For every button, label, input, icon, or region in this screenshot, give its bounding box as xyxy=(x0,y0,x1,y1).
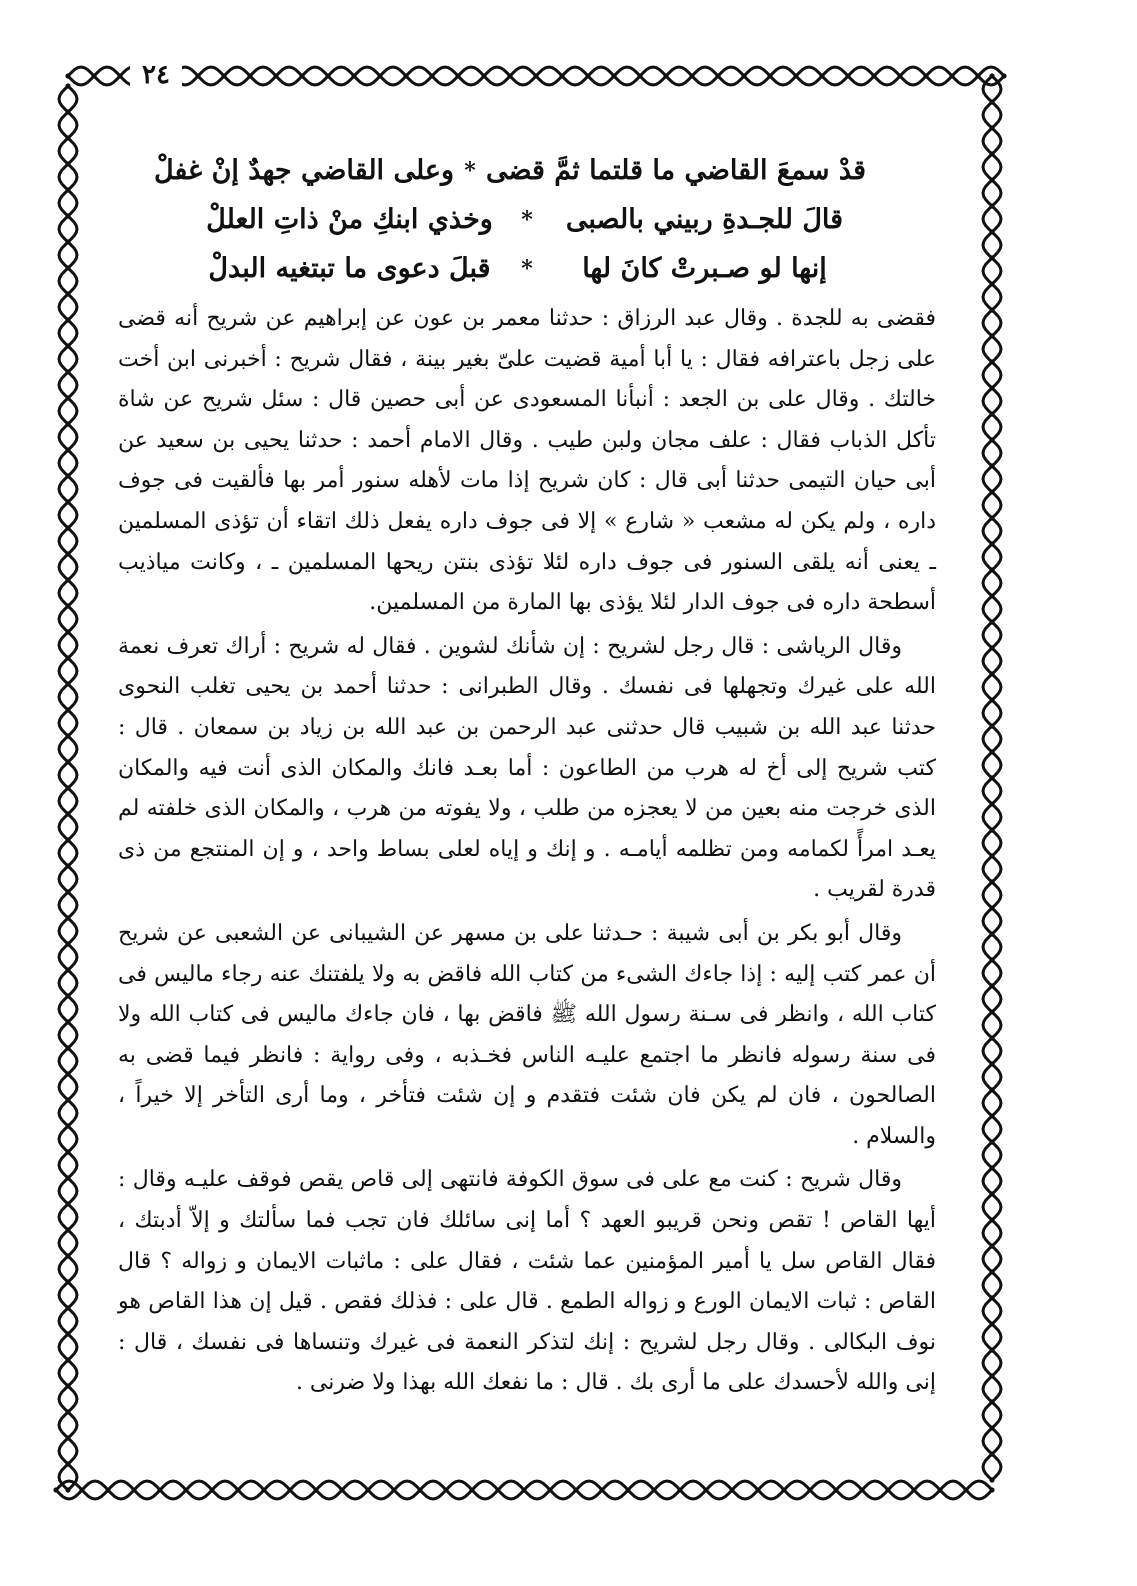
border-knot xyxy=(989,1035,994,1040)
border-knot xyxy=(989,1009,994,1014)
border-knot xyxy=(429,73,434,78)
border-knot xyxy=(65,291,70,296)
border-knot xyxy=(65,473,70,478)
border-knot xyxy=(403,73,408,78)
border-knot xyxy=(65,1487,70,1492)
border-knot xyxy=(65,863,70,868)
border-knot xyxy=(507,73,512,78)
border-knot xyxy=(989,619,994,624)
border-knot xyxy=(65,369,70,374)
border-knot xyxy=(65,577,70,582)
border-knot xyxy=(65,1357,70,1362)
border-knot xyxy=(975,73,980,78)
border-knot xyxy=(703,1487,708,1492)
border-knot xyxy=(221,73,226,78)
border-knot xyxy=(963,1487,968,1492)
border-knot xyxy=(989,385,994,390)
border-knot xyxy=(989,125,994,130)
border-knot xyxy=(989,411,994,416)
body-paragraph: وقال أبو بكر بن أبى شيبة : حـدثنا على بن مسهر عن الشيبانى عن الشعبى عن شريح أن عمر كتب إليه : إذا جاءك الشىء من كتاب الله فاقض به ولا يلفتنك عنه رجاء ماليس فى كتاب الله ، وانظر فى سـنة رسول الله ﷺ فاقض بها ، فان جاءك ماليس فى كتاب الله ولا فى سنة رسوله فانظر ما اجتمع عليـه الناس فخـذبه ، وفى رواية : فانظر فيما قضى به الصالحون ، فان لم يكن فان شئت فتقدم و إن شئت فتأخر ، وما أرى التأخر إلا خيراً ، والسلام . xyxy=(118,920,937,1149)
border-knot xyxy=(105,1487,110,1492)
border-knot xyxy=(781,1487,786,1492)
border-knot xyxy=(209,1487,214,1492)
border-knot xyxy=(65,239,70,244)
border-knot xyxy=(989,1243,994,1248)
border-knot xyxy=(989,775,994,780)
border-knot xyxy=(989,1321,994,1326)
border-knot xyxy=(677,1487,682,1492)
border-knot xyxy=(65,499,70,504)
border-knot xyxy=(989,645,994,650)
border-knot xyxy=(521,1487,526,1492)
border-knot xyxy=(989,567,994,572)
border-knot xyxy=(989,827,994,832)
border-knot xyxy=(481,73,486,78)
border-knot xyxy=(599,1487,604,1492)
border-knot xyxy=(989,905,994,910)
border-knot xyxy=(871,73,876,78)
border-knot xyxy=(261,1487,266,1492)
border-knot xyxy=(637,73,642,78)
border-knot xyxy=(65,1071,70,1076)
border-knot xyxy=(559,73,564,78)
border-knot xyxy=(53,1487,58,1492)
border-knot xyxy=(989,1061,994,1066)
border-knot xyxy=(689,73,694,78)
border-knot xyxy=(65,135,70,140)
border-knot xyxy=(287,1487,292,1492)
border-knot xyxy=(989,73,994,78)
border-knot xyxy=(989,203,994,208)
border-knot xyxy=(65,707,70,712)
border-knot xyxy=(65,629,70,634)
border-knot xyxy=(625,1487,630,1492)
border-knot xyxy=(65,73,70,78)
border-knot xyxy=(989,1217,994,1222)
border-knot xyxy=(793,73,798,78)
border-knot xyxy=(65,1461,70,1466)
border-knot xyxy=(989,697,994,702)
border-knot xyxy=(989,1373,994,1378)
border-knot xyxy=(455,73,460,78)
border-knot xyxy=(65,1201,70,1206)
border-knot xyxy=(989,853,994,858)
poem-verse xyxy=(188,244,866,293)
border-knot xyxy=(65,1019,70,1024)
border-knot xyxy=(989,437,994,442)
border-knot xyxy=(989,1191,994,1196)
border-knot xyxy=(79,1487,84,1492)
border-knot xyxy=(989,99,994,104)
border-knot xyxy=(989,463,994,468)
border-knot xyxy=(65,317,70,322)
border-knot xyxy=(923,73,928,78)
border-knot xyxy=(651,1487,656,1492)
border-knot xyxy=(65,109,70,114)
border-knot xyxy=(989,1399,994,1404)
border-knot xyxy=(989,359,994,364)
border-knot xyxy=(585,73,590,78)
border-knot xyxy=(989,307,994,312)
border-knot xyxy=(65,1123,70,1128)
poem-verse xyxy=(153,146,866,195)
border-knot xyxy=(65,733,70,738)
page-number: ٢٤ xyxy=(130,58,182,92)
verse-second-hemistich: وعلى القاضي جهدٌ إنْ غفلْ xyxy=(153,155,455,186)
border-knot xyxy=(65,343,70,348)
border-knot xyxy=(65,1409,70,1414)
border-knot xyxy=(573,1487,578,1492)
border-knot xyxy=(989,801,994,806)
border-knot xyxy=(391,1487,396,1492)
border-knot xyxy=(989,931,994,936)
page-content xyxy=(118,138,936,1438)
border-knot xyxy=(989,333,994,338)
border-knot xyxy=(273,73,278,78)
verse-second-hemistich: وخذي ابنكِ منْ ذاتِ العللْ xyxy=(206,204,493,235)
border-knot xyxy=(65,681,70,686)
border-knot xyxy=(937,1487,942,1492)
border-knot xyxy=(729,1487,734,1492)
border-knot xyxy=(715,73,720,78)
border-knot xyxy=(1001,73,1006,78)
border-knot xyxy=(65,967,70,972)
border-knot xyxy=(989,1347,994,1352)
border-knot xyxy=(845,73,850,78)
border-knot xyxy=(989,957,994,962)
border-knot xyxy=(989,1487,994,1492)
border-knot xyxy=(741,73,746,78)
verse-separator: * xyxy=(521,255,533,282)
border-knot xyxy=(417,1487,422,1492)
border-knot xyxy=(897,73,902,78)
body-paragraph: وقال الرياشى : قال رجل لشريح : إن شأنك لشوين . فقال له شريح : أراك تعرف نعمة الله على غيرك وتجهلها فى نفسك . وقال الطبرانى : حدثنا أحمد بن يحيى تغلب النحوى حدثنا عبد الله بن شبيب قال حدثنى عبد الرحمن بن عبد الله بن زياد بن سمعان . قال : كتب شريح إلى أخ له هرب من الطاعون : أما بعـد فانك والمكان الذى أنت فيه والمكان الذى خرجت منه بعين من لا يعجزه من طلب ، ولا يفوته من هرب ، والمكان الذى خلفته لم يعـد امرأً لكمامه ومن تظلمه أيامـه . و إنك و إياه لعلى بساط واحد ، و إن المنتجع من ذى قدرة لقريب . xyxy=(118,633,936,903)
border-knot xyxy=(65,187,70,192)
border-knot xyxy=(65,811,70,816)
border-knot xyxy=(65,941,70,946)
border-knot xyxy=(157,1487,162,1492)
border-knot xyxy=(989,151,994,156)
border-knot xyxy=(365,1487,370,1492)
border-knot xyxy=(195,73,200,78)
border-knot xyxy=(989,879,994,884)
border-knot xyxy=(65,1253,70,1258)
border-knot xyxy=(989,983,994,988)
border-knot xyxy=(325,73,330,78)
border-knot xyxy=(443,1487,448,1492)
border-knot xyxy=(65,551,70,556)
border-knot xyxy=(989,255,994,260)
verse-first-hemistich: إنها لو صـبرتْ كانَ لها xyxy=(582,253,827,284)
border-knot xyxy=(65,213,70,218)
verse-first-hemistich: قدْ سمعَ القاضي ما قلتما ثمَّ قضى xyxy=(486,155,866,186)
verse-separator: * xyxy=(521,206,533,233)
border-knot xyxy=(65,1279,70,1284)
border-knot xyxy=(989,671,994,676)
border-knot xyxy=(989,229,994,234)
border-knot xyxy=(989,1425,994,1430)
border-knot xyxy=(819,73,824,78)
border-knot xyxy=(65,1149,70,1154)
border-knot xyxy=(91,73,96,78)
border-knot xyxy=(989,723,994,728)
border-knot xyxy=(351,73,356,78)
border-knot xyxy=(65,1305,70,1310)
border-knot xyxy=(65,161,70,166)
border-knot xyxy=(767,73,772,78)
verse-first-hemistich: قالَ للجـدةِ ربيني بالصبى xyxy=(565,204,844,235)
border-knot xyxy=(183,1487,188,1492)
border-knot xyxy=(949,73,954,78)
border-knot xyxy=(131,1487,136,1492)
border-knot xyxy=(807,1487,812,1492)
border-knot xyxy=(989,1113,994,1118)
border-knot xyxy=(663,73,668,78)
border-knot xyxy=(611,73,616,78)
border-knot xyxy=(989,1087,994,1092)
border-knot xyxy=(989,281,994,286)
border-knot xyxy=(65,265,70,270)
border-knot xyxy=(65,655,70,660)
border-knot xyxy=(65,1331,70,1336)
border-knot xyxy=(469,1487,474,1492)
border-knot xyxy=(65,1045,70,1050)
border-knot xyxy=(989,1451,994,1456)
border-knot xyxy=(339,1487,344,1492)
border-knot xyxy=(989,515,994,520)
border-knot xyxy=(377,73,382,78)
border-knot xyxy=(547,1487,552,1492)
border-knot xyxy=(65,395,70,400)
border-knot xyxy=(65,525,70,530)
border-knot xyxy=(533,73,538,78)
border-knot xyxy=(65,1227,70,1232)
border-knot xyxy=(65,421,70,426)
border-knot xyxy=(989,489,994,494)
border-knot xyxy=(65,837,70,842)
border-knot xyxy=(65,889,70,894)
border-knot xyxy=(65,1383,70,1388)
border-knot xyxy=(833,1487,838,1492)
border-knot xyxy=(989,1477,994,1482)
border-knot xyxy=(65,603,70,608)
border-knot xyxy=(65,447,70,452)
poem-verse xyxy=(188,195,866,244)
body-paragraph: فقضى به للجدة . وقال عبد الرزاق : حدثنا معمر بن عون عن إبراهيم عن شريح أنه قضى على زجل باعترافه فقال : يا أبا أمية قضيت علىّ بغير بينة ، فقال شريح : أخبرنى ابن أخت خالتك . وقال على بن الجعد : أنبأنا المسعودى عن أبى حصين قال : سئل شريح عن شاة تأكل الذباب فقال : علف مجان ولبن طيب . وقال الامام أحمد : حدثنا يحيى بن سعيد عن أبى حيان التيمى حدثنا أبى قال : كان شريح إذا مات لأهله سنور أمر بها فألقيت فى جوف داره ، ولم يكن له مشعب « شارع » إلا فى جوف داره يفعل ذلك اتقاء أن تؤذى المسلمين ـ يعنى أنه يلقى السنور فى جوف داره لئلا تؤذى بنتن ريحها المسلمين ـ ، وكانت مياذيب أسطحة داره فى جوف الدار لئلا يؤذى بها المارة من المسلمين. xyxy=(118,306,936,616)
border-knot xyxy=(989,749,994,754)
border-knot xyxy=(989,1165,994,1170)
border-knot xyxy=(247,73,252,78)
border-knot xyxy=(235,1487,240,1492)
poem-block xyxy=(153,146,866,293)
border-knot xyxy=(989,1295,994,1300)
border-knot xyxy=(65,993,70,998)
border-knot xyxy=(65,1435,70,1440)
border-knot xyxy=(65,83,70,88)
border-knot xyxy=(755,1487,760,1492)
border-knot xyxy=(65,1097,70,1102)
border-knot xyxy=(885,1487,890,1492)
border-knot xyxy=(299,73,304,78)
border-knot xyxy=(989,1139,994,1144)
border-knot xyxy=(859,1487,864,1492)
border-knot xyxy=(989,541,994,546)
border-knot xyxy=(989,1269,994,1274)
border-knot xyxy=(313,1487,318,1492)
body-paragraph: وقال شريح : كنت مع على فى سوق الكوفة فانتهى إلى قاص يقص فوقف عليـه وقال : أيها القاص ! تقص ونحن قريبو العهد ؟ أما إنى سائلك فان تجب فما سألتك و إلاّ أدبتك ، فقال القاص سل يا أمير المؤمنين عما شئت ، فقال على : ماثبات الايمان و زواله ؟ قال القاص : ثبات الايمان الورع و زواله الطمع . قال على : فذلك فقص . قيل إن هذا القاص هو نوف البكالى . وقال رجل لشريح : إنك لتذكر النعمة فى غيرك وتنساها فى نفسك ، قال : إنى والله لأحسدك على ما أرى بك . قال : ما نفعك الله بهذا ولا ضرنى . xyxy=(118,1167,936,1396)
border-knot xyxy=(989,177,994,182)
border-knot xyxy=(65,915,70,920)
verse-separator: * xyxy=(464,157,476,184)
border-knot xyxy=(989,593,994,598)
border-knot xyxy=(911,1487,916,1492)
border-knot xyxy=(65,1175,70,1180)
border-knot xyxy=(65,785,70,790)
border-knot xyxy=(65,759,70,764)
border-knot xyxy=(117,73,122,78)
verse-second-hemistich: قبلَ دعوى ما تبتغيه البدلْ xyxy=(208,253,491,284)
border-knot xyxy=(495,1487,500,1492)
